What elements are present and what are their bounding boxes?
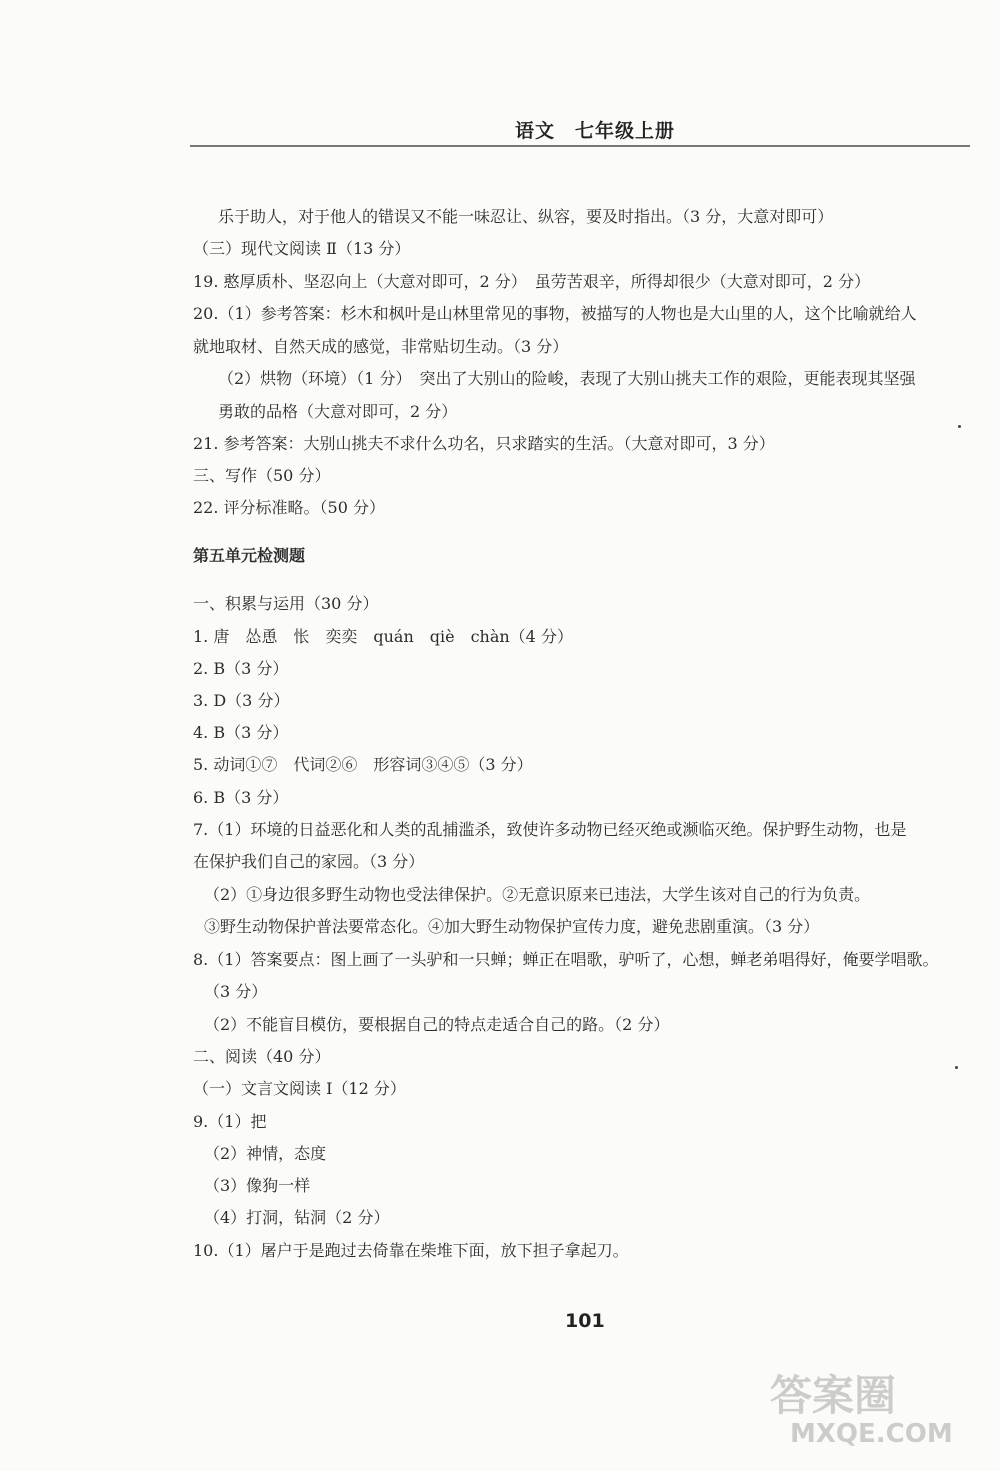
text-line: 22. 评分标准略。（50 分） [193,498,385,517]
text-line: （三）现代文阅读 Ⅱ（13 分） [193,239,411,258]
text-line: 5. 动词①⑦ 代词②⑥ 形容词③④⑤（3 分） [193,755,533,774]
text-line: （2）烘物（环境）（1 分） 突出了大别山的险峻，表现了大别山挑夫工作的艰险，更能表现其坚强 [218,369,916,388]
text-line: 19. 憨厚质朴、坚忍向上（大意对即可，2 分） 虽劳苦艰辛，所得却很少（大意对即可，2 分） [193,272,871,291]
header-title: 语文 七年级上册 [515,120,676,142]
text-line: 二、阅读（40 分） [193,1047,331,1066]
text-line: 10.（1）屠户于是跑过去倚靠在柴堆下面，放下担子拿起刀。 [193,1241,629,1260]
text-line: 3. D（3 分） [193,691,290,710]
text-line: 9.（1）把 [193,1112,267,1131]
text-line: 在保护我们自己的家园。（3 分） [193,852,425,871]
text-line: 20.（1）参考答案：杉木和枫叶是山林里常见的事物，被描写的人物也是大山里的人，这个比喻就给人 [193,304,917,323]
text-line: 乐于助人，对于他人的错误又不能一味忍让、纵容，要及时指出。（3 分，大意对即可） [218,207,834,226]
text-line: （2）①身边很多野生动物也受法律保护。②无意识原来已违法，大学生该对自己的行为负责。 [204,885,871,904]
text-line: （4）打洞，钻洞（2 分） [204,1208,390,1227]
scan-speck [958,425,961,428]
text-line: （一）文言文阅读 Ⅰ（12 分） [193,1079,406,1098]
text-line: 2. B（3 分） [193,659,289,678]
text-line: （3 分） [204,982,268,1001]
text-line: ③野生动物保护普法要常态化。④加大野生动物保护宣传力度，避免悲剧重演。（3 分） [204,917,820,936]
text-line: 1. 唐 怂恿 怅 奕奕 quán qiè chàn（4 分） [193,627,573,646]
text-line: 三、写作（50 分） [193,466,331,485]
scan-speck [955,1066,958,1069]
text-line: （3）像狗一样 [204,1176,311,1195]
watermark-text: 答案圈 [770,1371,897,1420]
header-divider [190,145,970,147]
text-line: （2）神情，态度 [204,1144,327,1163]
text-line: （2）不能盲目模仿，要根据自己的特点走适合自己的路。（2 分） [204,1015,670,1034]
text-line: 7.（1）环境的日益恶化和人类的乱捕滥杀，致使许多动物已经灭绝或濒临灭绝。保护野生动物，也是 [193,820,907,839]
text-line: 6. B（3 分） [193,788,289,807]
text-line: 4. B（3 分） [193,723,289,742]
section-title: 第五单元检测题 [193,546,306,565]
page-number: 101 [565,1310,605,1332]
text-line: 一、积累与运用（30 分） [193,594,379,613]
text-line: 就地取材、自然天成的感觉，非常贴切生动。（3 分） [193,337,569,356]
watermark-logo [730,1363,970,1453]
text-line: 21. 参考答案：大别山挑夫不求什么功名，只求踏实的生活。（大意对即可，3 分） [193,434,775,453]
text-line: 勇敢的品格（大意对即可，2 分） [218,402,458,421]
watermark-url: MXQE.COM [790,1419,953,1449]
text-line: 8.（1）答案要点：图上画了一头驴和一只蝉；蝉正在唱歌，驴听了，心想，蝉老弟唱得好，俺要学唱歌。 [193,950,939,969]
